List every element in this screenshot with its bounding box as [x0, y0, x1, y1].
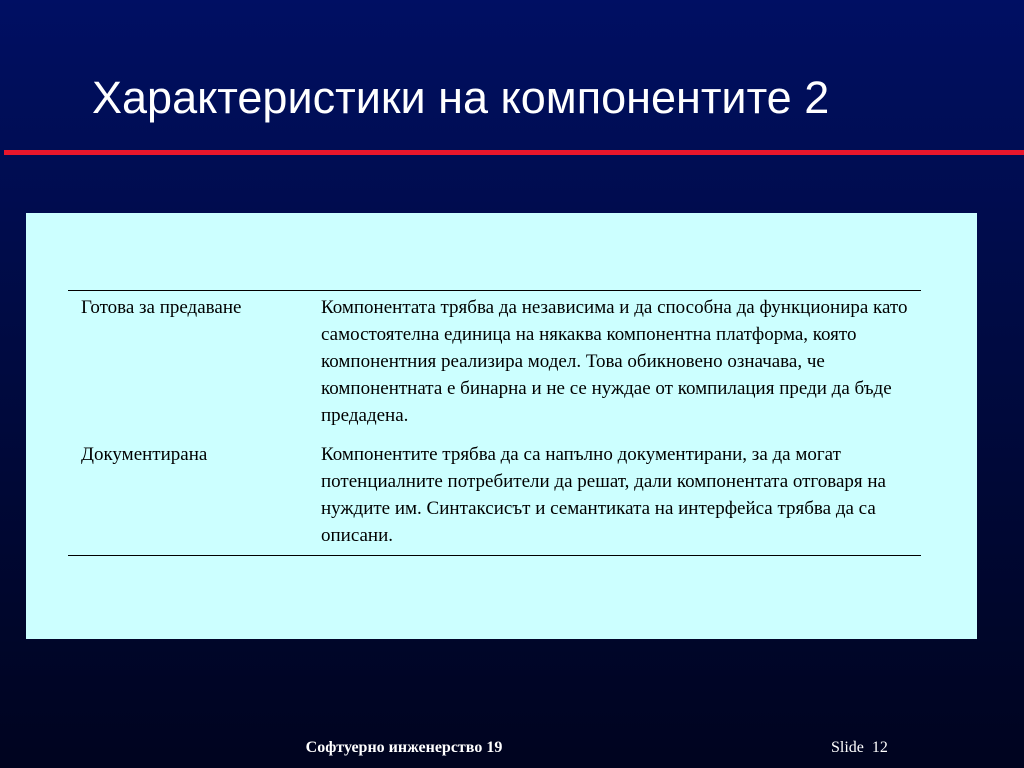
table-row	[68, 294, 921, 429]
title-underline	[4, 150, 1024, 155]
table-cell-term: Документирана	[81, 444, 208, 465]
slide-title: Характеристики на компонентите 2	[92, 72, 830, 123]
slide-label: Slide	[831, 739, 864, 756]
table-cell-description: Компонентата трябва да независима и да способна да функционира като самостоятелна единица на някаква компонентна платформа, която компонентния реализира модел. Това обикновено означава, че компонентната е бинарна и не се нуждае от компилация преди да бъде предадена.	[321, 297, 908, 426]
table-row	[68, 441, 921, 549]
table-cell-description: Компонентите трябва да са напълно документирани, за да могат потенциалните потребители да решат, дали компонентата отговаря на нуждите им. Синтаксисът и семантиката на интерфейса трябва да са описани.	[321, 444, 886, 546]
slide-number: 12	[871, 739, 888, 756]
table-cell-term: Готова за предаване	[81, 297, 242, 318]
footer-course-title: Софтуерно инженерство 19	[305, 739, 503, 756]
content-panel	[26, 213, 977, 639]
characteristics-table	[68, 290, 921, 556]
footer-slide-number	[831, 739, 888, 757]
